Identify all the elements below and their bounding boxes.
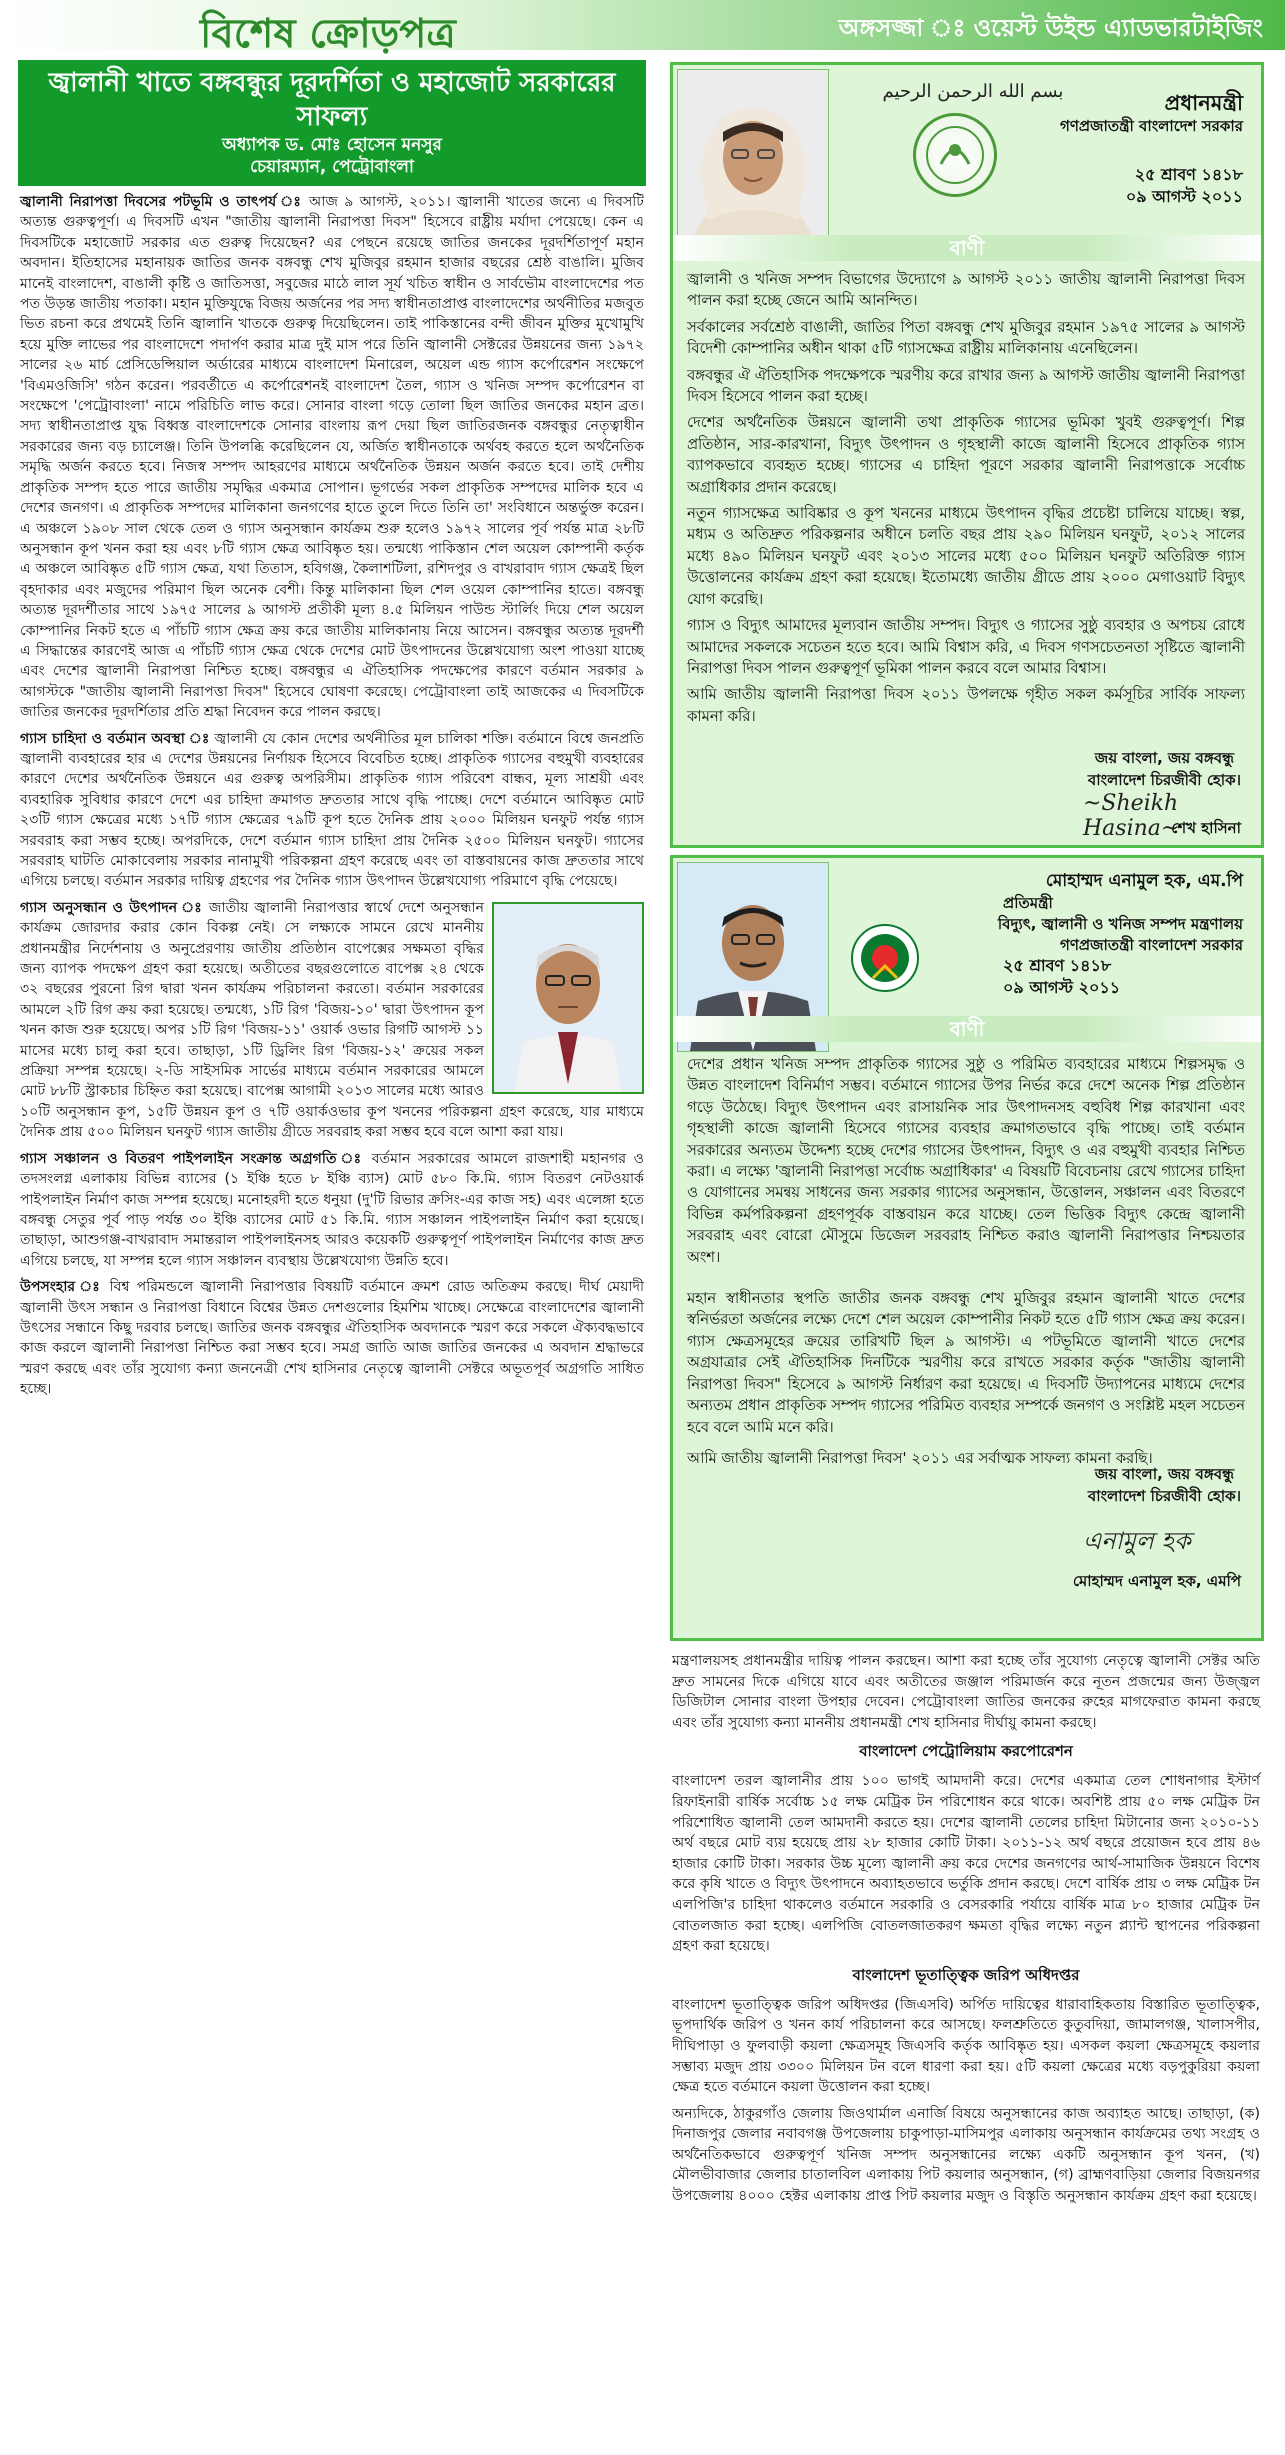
section-heading: বাংলাদেশ পেট্রোলিয়াম করপোরেশন	[859, 1742, 1073, 1761]
minister-signature-image: এনামুল হক	[1083, 1527, 1191, 1555]
message-paragraph: দেশের অর্থনৈতিক উন্নয়নে জ্বালানী তথা প্রাকৃতিক গ্যাসের ভূমিকা খুবই গুরুত্বপূর্ণ। শিল্প প্রতিষ্ঠান, সার-কারখানা, বিদ্যুৎ উৎপাদন ও গৃহস্থালী কাজে জ্বালানী হিসেবে প্রাকৃতিক গ্যাস ব্যাপকভাবে ব্যবহৃত হচ্ছে। গ্যাসের এ চাহিদা পূরণে সরকার জ্বালানী নিরাপত্তাকে সর্বোচ্চ অগ্রাধিকার প্রদান করেছে।	[687, 414, 1245, 496]
pm-date-en: ০৯ আগস্ট ২০১১	[1125, 187, 1243, 206]
message-paragraph: মহান স্বাধীনতার স্থপতি জাতীর জনক বঙ্গবন্ধু শেখ মুজিবুর রহমান জ্বালানী খাতে দেশের স্বনির্ভরতা অর্জনের লক্ষ্যে দেশে শেল অয়েল কোম্পানীর নিকট হতে ৫টি গ্যাস ক্ষেত্র ক্রয় করেন। গ্যাস ক্ষেত্রসমূহের ক্রয়ের তারিখটি ছিল ৯ আগস্ট। এ পটভূমিতে জ্বালানী খাতে দেশের অগ্রযাত্রার সেই ঐতিহাসিক দিনটিকে স্মরণীয় করে রাখতে সরকার কর্তৃক "জাতীয় জ্বালানী নিরাপত্তা দিবস" হিসেবে ৯ আগস্ট নির্ধারণ করা হয়েছে। এ দিবসটি উদ্যাপনের মাধ্যমে দেশের অন্যতম প্রধান প্রাকৃতিক সম্পদ গ্যাসের পরিমিত ব্যবহার সম্পর্কে জনগণ ও সংশ্লিষ্ট মহল সচেতন হবে বলে আমি মনে করি।	[687, 1290, 1245, 1436]
minister-govt: গণপ্রজাতন্ত্রী বাংলাদেশ সরকার	[1060, 936, 1243, 954]
minister-date-en: ০৯ আগস্ট ২০১১	[1003, 978, 1121, 997]
minister-signature-name: মোহাম্মদ এনামুল হক, এমপি	[1072, 1572, 1241, 1590]
message-paragraph: আমি জাতীয় জ্বালানী নিরাপত্তা দিবস ২০১১ উপলক্ষে গৃহীত সকল কর্মসূচির সার্বিক সাফল্য কামনা করি।	[687, 686, 1245, 725]
article-paragraph: উপসংহার ঃ বিশ্ব পরিমন্ডলে জ্বালানী নিরাপত্তার বিষয়টি বর্তমানে ক্রমশ রোড অতিক্রম করছে। দীর্ঘ মেয়াদী জ্বালানী উৎস সন্ধান ও নিরাপত্তা বিধানে বিশ্বের উন্নত দেশগুলোর হিমশিম খাচ্ছে। সেক্ষেত্রে বাংলাদেশের জ্বালানী উৎসের সন্ধানে কিছু দরবার চলছে। জাতির জনক বঙ্গবন্ধুর ঐতিহাসিক অবদানকে স্মরণ করে সকলে ঐক্যবদ্ধভাবে কাজ করলে জ্বালানী নিরাপত্তা নিশ্চিত করা সম্ভব হবে। সমগ্র জাতি আজ জাতির জনকের এ অবদান শ্রদ্ধাভরে স্মরণ করছে এবং তাঁর সুযোগ্য কন্যা জননেত্রী শেখ হাসিনার নেতৃত্বে জ্বালানী সেক্টরে অভূতপূর্ব অগ্রগতি সাধিত হচ্ছে।	[20, 1279, 645, 1398]
article-author: অধ্যাপক ড. মোঃ হোসেন মনসুর	[222, 135, 442, 155]
author-photo	[492, 902, 644, 1094]
article-paragraph: অন্যদিকে, ঠাকুরগাঁও জেলায় জিওথার্মাল এনার্জি বিষয়ে অনুসন্ধানের কাজ অব্যাহত আছে। তাছাড়া, (ক) দিনাজপুর জেলার নবাবগঞ্জ উপজেলায় চাকুপাড়া-মাসিমপুর এলাকায় অনুসন্ধান কার্যক্রমের তথ্য সংগ্রহ ও অর্থনৈতিকভাবে গুরুত্বপূর্ণ খনিজ সম্পদ অনুসন্ধানের লক্ষ্যে একটি অনুসন্ধান কূপ খনন, (খ) মৌলভীবাজার জেলার চাতালবিল এলাকায় পিট কয়লার অনুসন্ধান, (গ) ব্রাহ্মণবাড়িয়া জেলার বিজয়নগর উপজেলায় ৪০০০ হেক্টর এলাকায় প্রাপ্ত পিট কয়লার মজুদ ও বিস্তৃতি অনুসন্ধান কার্যক্রম গ্রহণ করা হয়েছে।	[672, 2105, 1260, 2205]
article-paragraph: গ্যাস অনুসন্ধান ও উৎপাদন ঃ জাতীয় জ্বালানী নিরাপত্তার স্বার্থে দেশে অনুসন্ধান কার্যক্রম জোরদার করার কোন বিকল্প নেই। সে লক্ষ্যকে সামনে রেখে মাননীয় প্রধানমন্ত্রীর নির্দেশনায় ও অনুপ্রেরণায় জাতীয় প্রতিষ্ঠান বাপেক্সের সক্ষমতা বৃদ্ধির জন্য ব্যাপক পদক্ষেপ গ্রহণ করা হয়েছে। অতীতের বছরগুলোতে বাপেক্স ২৪ থেকে ৩২ বছরের পুরনো রিগ দ্বারা খনন কার্যক্রম পরিচালনা করতো। বর্তমান সরকারের আমলে ২টি রিগ ক্রয় করা হয়েছে। তন্মধ্যে, ১টি রিগ 'বিজয়-১০' দ্বারা উৎপাদন কূপ খনন কাজ শুরু হয়েছে। অপর ১টি রিগ 'বিজয়-১১' ওয়ার্ক ওভার রিগটি আগস্ট ১১ মাসের মধ্যে চালু করা হবে। তাছাড়া, ১টি ড্রিলিং রিগ 'বিজয়-১২' ক্রয়ের সকল প্রক্রিয়া সম্পন্ন হয়েছে। ২-ডি সাইসমিক সার্ভের মাধ্যমে বর্তমান সরকারের আমলে মোট ৮৮টি স্ট্রাকচার চিহ্নিত করা হয়েছে। বাপেক্স আগামী ২০১৩ সালের মধ্যে আরও ১০টি অনুসন্ধান কূপ, ১৫টি উন্নয়ন কূপ ও ৭টি ওয়ার্কওভার কূপ খননের পরিকল্পনা গ্রহণ করেছে, যার মাধ্যমে দৈনিক প্রায় ৫০০ মিলিয়ন ঘনফুট গ্যাস জাতীয় গ্রীডে সরবরাহ করা সম্ভব হবে বলে আশা করা যায়।	[20, 899, 644, 1141]
government-seal-icon	[913, 113, 997, 197]
message-paragraph: গ্যাস ও বিদ্যুৎ আমাদের মূল্যবান জাতীয় সম্পদ। বিদ্যুৎ ও গ্যাসের সুষ্ঠু ব্যবহার ও অপচয় রোধে আমাদের সকলকে সচেতন হতে হবে। আমি বিশ্বাস করি, এ দিবস গণসচেতনতা সৃষ্টিতে জ্বালানী নিরাপত্তা দিবস পালন গুরুত্বপূর্ণ ভূমিকা পালন করবে বলে আমার বিশ্বাস।	[687, 617, 1245, 677]
minister-name: মোহাম্মদ এনামুল হক, এম.পি	[1045, 871, 1243, 891]
minister-ministry: বিদ্যুৎ, জ্বালানী ও খনিজ সম্পদ মন্ত্রণালয়	[997, 915, 1243, 933]
article-paragraph: গ্যাস চাহিদা ও বর্তমান অবস্থা ঃ জ্বালানী যে কোন দেশের অর্থনীতির মূল চালিকা শক্তি। বর্তমানে বিশ্বে জনপ্রতি জ্বালানী ব্যবহারের হার এ দেশের উন্নয়নের নির্ণায়ক হিসেবে বিবেচিত হচ্ছে। প্রাকৃতিক গ্যাসের বহুমুখী ব্যবহারের কারণে দেশের অর্থনৈতিক উন্নয়নে এর গুরুত্ব অপরিসীম। প্রাকৃতিক গ্যাস পরিবেশ বান্ধব, মূল্য সাশ্রয়ী এবং ব্যবহারিক সুবিধার কারণে দেশে এর চাহিদা ক্রমাগত দ্রুততার সাথে বৃদ্ধি পাচ্ছে। দেশে বর্তমানে আবিষ্কৃত মোট ২৩টি গ্যাস ক্ষেত্রের মধ্যে ১৭টি গ্যাস ক্ষেত্রের ৭৯টি কূপ হতে দৈনিক প্রায় ২০০০ মিলিয়ন ঘনফুট পর্যন্ত গ্যাস সরবরাহ করা সম্ভব হচ্ছে। অপরদিকে, দেশে বর্তমান গ্যাস চাহিদা প্রায় দৈনিক ২৫০০ মিলিয়ন ঘনফুট। গ্যাসের সরবরাহ ঘাটতি মোকাবেলায় সরকার নানামুখী পরিকল্পনা গ্রহণ করেছে এবং তা বাস্তবায়নের কাজ দ্রুততার সাথে এগিয়ে চলছে। বর্তমান সরকার দায়িত্ব গ্রহণের পর দৈনিক গ্যাস উৎপাদন উল্লেখযোগ্য পরিমাণে বৃদ্ধি পেয়েছে।	[20, 730, 644, 890]
pm-closing: জয় বাংলা, জয় বঙ্গবন্ধু বাংলাদেশ চিরজীবী হোক।	[1087, 749, 1241, 789]
message-label: বাণী	[673, 1016, 1261, 1042]
pm-photo	[677, 69, 829, 259]
message-paragraph: জ্বালানী ও খনিজ সম্পদ বিভাগের উদ্যোগে ৯ আগস্ট ২০১১ জাতীয় জ্বালানী নিরাপত্তা দিবস পালন করা হচ্ছে জেনে আমি আনন্দিত।	[687, 271, 1245, 310]
message-paragraph: বঙ্গবন্ধুর ঐ ঐতিহাসিক পদক্ষেপকে স্মরণীয় করে রাখার জন্য ৯ আগস্ট জাতীয় জ্বালানী নিরাপত্তা দিবস হিসেবে পালন করা হচ্ছে।	[687, 366, 1245, 406]
minister-date-bn: ২৫ শ্রাবণ ১৪১৮	[1003, 956, 1112, 975]
section-title: বিশেষ ক্রোড়পত্র	[200, 10, 456, 57]
minister-office: প্রতিমন্ত্রী	[1003, 894, 1053, 912]
message-paragraph: দেশের প্রধান খনিজ সম্পদ প্রাকৃতিক গ্যাসের সুষ্ঠু ও পরিমিত ব্যবহারের মাধ্যমে শিল্পসমৃদ্ধ ও উন্নত বাংলাদেশ বিনির্মাণ সম্ভব। বর্তমানে গ্যাসের উপর নির্ভর করে দেশে অনেক শিল্প প্রতিষ্ঠান গড়ে উঠেছে। বিদ্যুৎ উৎপাদন এবং রাসায়নিক সার উৎপাদনসহ বহুবিধ শিল্প কারখানা এবং গৃহস্থালী কাজে জ্বালানী হিসেবে গ্যাসের ব্যবহার ক্রমাগতভাবে বৃদ্ধি পাচ্ছে। তাই বর্তমান সরকারের অন্যতম উদ্দেশ্য হচ্ছে দেশের গ্যাসের উৎপাদন, বিদ্যুৎ ও এর বহুমুখী ব্যবহার নিশ্চিত করা। এ লক্ষ্যে 'জ্বালানী নিরাপত্তা সর্বোচ্চ অগ্রাধিকার' এ বিষয়টি বিবেচনায় রেখে গ্যাসের চাহিদা ও যোগানের সমন্বয় সাধনের জন্য সরকার গ্যাসের অনুসন্ধান, উত্তোলন, সঞ্চালন এবং বিতরণে বিভিন্ন কর্মপরিকল্পনা গ্রহণপূর্বক বাস্তবায়ন করে যাচ্ছে। তেল ভিত্তিক বিদ্যুৎ কেন্দ্রে জ্বালানী সরবরাহ এবং বোরো মৌসুমে ডিজেল সরবরাহ নিশ্চিত করাও জ্বালানী নিরাপত্তার নিশ্চয়তার অংশ।	[687, 1056, 1245, 1266]
right-bottom-article	[670, 1645, 1262, 2450]
sponsor-credit: অঙ্গসজ্জা ঃ ওয়েস্ট উইন্ড এ্যাডভারটাইজিং	[838, 14, 1263, 42]
bismillah-calligraphy: بسم الله الرحمن الرحيم	[882, 81, 1064, 102]
article-paragraph: বাংলাদেশ ভূতাত্ত্বিক জরিপ অধিদপ্তর (জিএসবি) অর্পিত দায়িত্বের ধারাবাহিকতায় বিস্তারিত ভূতাত্ত্বিক, ভূপদার্থিক জরিপ ও খনন কার্য পরিচালনা করে আসছে। ফলশ্রুতিতে কুতুবদিয়া, জামালগঞ্জ, খালাসপীর, দীঘিপাড়া ও ফুলবাড়ী কয়লা ক্ষেত্রসমূহ জিএসবি কর্তৃক আবিষ্কৃত হয়। এসকল কয়লা ক্ষেত্রসমূহে কয়লার সম্ভাব্য মজুদ প্রায় ৩৩০০ মিলিয়ন টন বলে ধারণা করা হয়। ৫টি কয়লা ক্ষেত্রের মধ্যে বড়পুকুরিয়া কয়লা ক্ষেত্র হতে বর্তমানে কয়লা উত্তোলন করা হচ্ছে।	[672, 1996, 1260, 2096]
ministry-logo-icon	[851, 924, 919, 992]
minister-closing: জয় বাংলা, জয় বঙ্গবন্ধু বাংলাদেশ চিরজীবী হোক।	[1087, 1465, 1241, 1505]
article-header	[18, 60, 646, 186]
pm-message-body	[687, 269, 1245, 732]
article-paragraph: বাংলাদেশ তরল জ্বালানীর প্রায় ১০০ ভাগই আমদানী করে। দেশের একমাত্র তেল শোধনাগার ইস্টার্ণ রিফাইনারী বার্ষিক সর্বোচ্চ ১৫ লক্ষ মেট্রিক টন পরিশোধন করে থাকে। অবশিষ্ট প্রায় ৫০ লক্ষ মেট্রিক টন পরিশোধিত জ্বালানী তেল আমদানী করতে হয়। দেশের জ্বালানী তেলের চাহিদা মিটানোর জন্য ২০১০-১১ অর্থ বছরে মোট ব্যয় হয়েছে প্রায় ২৮ হাজার কোটি টাকা। ২০১১-১২ অর্থ বছরে প্রয়োজন হবে প্রায় ৪৬ হাজার কোটি টাকা। সরকার উচ্চ মূল্যে জ্বালানী ক্রয় করে দেশের জনগণের আর্থ-সামাজিক উন্নয়নে বিশেষ করে কৃষি খাতে ও বিদ্যুৎ উৎপাদনে অব্যাহতভাবে ভর্তুকি প্রদান করছে। দেশে বার্ষিক প্রায় ৩ লক্ষ মেট্রিক টন এলপিজি'র চাহিদা থাকলেও বর্তমানে সরকারি ও বেসরকারি পর্যায়ে বার্ষিক মাত্র ৮০ হাজার মেট্রিক টন বোতলজাত করা হচ্ছে। এলপিজি বোতলজাতকরণ ক্ষমতা বৃদ্ধির লক্ষ্যে নতুন প্ল্যান্ট স্থাপনের পরিকল্পনা গ্রহণ করা হয়েছে।	[672, 1773, 1260, 1955]
pm-date-bn: ২৫ শ্রাবণ ১৪১৮	[1134, 165, 1243, 184]
message-paragraph: সর্বকালের সর্বশ্রেষ্ঠ বাঙালী, জাতির পিতা বঙ্গবন্ধু শেখ মুজিবুর রহমান ১৯৭৫ সালের ৯ আগস্ট বিদেশী কোম্পানির অধীন থাকা ৫টি গ্যাসক্ষেত্র রাষ্ট্রীয় মালিকানায় এনেছিলেন।	[687, 318, 1245, 358]
article-headline: জ্বালানী খাতে বঙ্গবন্ধুর দূরদর্শিতা ও মহাজোট সরকারের সাফল্য	[48, 68, 616, 132]
message-paragraph: আমি জাতীয় জ্বালানী নিরাপত্তা দিবস' ২০১১ এর সর্বাত্মক সাফল্য কামনা করছি।	[687, 1449, 1153, 1467]
article-paragraph: গ্যাস সঞ্চালন ও বিতরণ পাইপলাইন সংক্রান্ত অগ্রগতি ঃ বর্তমান সরকারের আমলে রাজশাহী মহানগর ও তদসংলগ্ন এলাকায় বিভিন্ন ব্যাসের (১ ইঞ্চি হতে ৮ ইঞ্চি ব্যাস) মোট ৫৮০ কি.মি. গ্যাস বিতরণ নেটওয়ার্ক পাইপলাইন নির্মাণ কাজ সম্পন্ন হয়েছে। মনোহরদী হতে ধনুয়া (দু'টি রিভার ক্রসিং-এর কাজ সহ) এবং এলেঙ্গা হতে বঙ্গবন্ধু সেতুর পূর্ব পাড় পর্যন্ত ৩০ ইঞ্চি ব্যাসের মোট ৫১ কি.মি. গ্যাস সঞ্চালন পাইপলাইন নির্মাণ করা হয়েছে। তাছাড়া, আশুগঞ্জ-বাখরাবাদ সমান্তরাল পাইপলাইনসহ আরও কয়েকটি গুরুত্বপূর্ণ পাইপলাইন নির্মাণের কাজ দ্রুত এগিয়ে চলছে, যা সম্পন্ন হলে গ্যাস সঞ্চালন ব্যবস্থায় উল্লেখযোগ্য উন্নতি হবে।	[20, 1150, 644, 1269]
message-label: বাণী	[673, 235, 1261, 261]
pm-message-box	[670, 62, 1264, 848]
top-banner	[0, 0, 1285, 57]
article-author-title: চেয়ারম্যান, পেট্রোবাংলা	[250, 157, 414, 177]
pm-signature-name: শেখ হাসিনা	[1171, 819, 1241, 837]
minister-message-box	[670, 855, 1264, 1641]
pm-office: প্রধানমন্ত্রী	[1164, 91, 1243, 115]
section-heading: বাংলাদেশ ভূতাত্ত্বিক জরিপ অধিদপ্তর	[852, 1965, 1080, 1984]
left-article	[18, 60, 646, 2450]
message-paragraph: নতুন গ্যাসক্ষেত্র আবিষ্কার ও কূপ খননের মাধ্যমে উৎপাদন বৃদ্ধির প্রচেষ্টা চালিয়ে যাচ্ছে। স্বল্প, মধ্যম ও অতিদ্রুত পরিকল্পনার অধীনে চলতি বছর প্রায় ২৯০ মিলিয়ন ঘনফুট, ২০১২ সালের মধ্যে ৪৯০ মিলিয়ন ঘনফুট এবং ২০১৩ সালের মধ্যে ৫০০ মিলিয়ন ঘনফুট অতিরিক্ত গ্যাস উত্তোলনের কার্যক্রম গ্রহণ করা হয়েছে। ইতোমধ্যে জাতীয় গ্রীডে প্রায় ২০০০ মেগাওয়াট বিদ্যুৎ যোগ করেছি।	[687, 505, 1245, 608]
minister-message-body	[687, 1054, 1245, 1474]
pm-signature-image: ~Sheikh Hasina~	[1083, 791, 1180, 841]
article-paragraph: মন্ত্রণালয়সহ প্রধানমন্ত্রীর দায়িত্ব পালন করছেন। আশা করা হচ্ছে তাঁর সুযোগ্য নেতৃত্বে জ্বালানী সেক্টর অতি দ্রুত সামনের দিকে এগিয়ে যাবে এবং অতীতের জঞ্জাল পরিমার্জন করে নূতন প্রজন্মের জন্য উজ্জ্বল ডিজিটাল সোনার বাংলা উপহার দেবেন। পেট্রোবাংলা জাতির জনকের রুহের মাগফেরাত কামনা করছে এবং তাঁর সুযোগ্য কন্যা মাননীয় প্রধানমন্ত্রী শেখ হাসিনার দীর্ঘায়ু কামনা করছে।	[672, 1653, 1260, 1731]
pm-govt: গণপ্রজাতন্ত্রী বাংলাদেশ সরকার	[1060, 117, 1243, 135]
article-paragraph: জ্বালানী নিরাপত্তা দিবসের পটভূমি ও তাৎপর্য ঃ আজ ৯ আগস্ট, ২০১১। জ্বালানী খাতের জন্যে এ দিবসটি অত্যন্ত গুরুত্বপূর্ণ। এ দিবসটি এখন "জাতীয় জ্বালানী নিরাপত্তা দিবস" হিসেবে রাষ্ট্রীয় মর্যাদা পেয়েছে। কেন এ দিবসটিকে মহাজোট সরকার এত গুরুত্ব দিয়েছেন? এর পেছনে রয়েছে জাতির জনকের দূরদর্শিতাপূর্ণ মহান অবদান। ইতিহাসের মহানায়ক জাতির জনক বঙ্গবন্ধু শেখ মুজিবুর রহমান হাজার বছরের শ্রেষ্ঠ বাঙালি। মুজিব মানেই বাংলাদেশ, বাঙালী কৃষ্টি ও জাতিসত্তা, সবুজের মাঠে লাল সূর্য খচিত স্বাধীন ও সার্বভৌম বাংলাদেশের পত পত উড়ন্ত জাতীয় পতাকা। মহান মুক্তিযুদ্ধে বিজয় অর্জনের পর সদ্য স্বাধীনতাপ্রাপ্ত বাংলাদেশের অর্থনীতির মজবুত ভিত রচনা করে প্রথমেই তিনি জ্বালানি খাতকে গুরুত্ব দিয়েছিলেন। তাই পাকিস্তানের বন্দী জীবন মুক্তির মুখোমুখি হয়ে মুক্তি লাভের পর বাংলাদেশে পদার্পণ করার মাত্র দুই মাস পরে তিনি জ্বালানী সেক্টরের উন্নয়নের জন্য ১৯৭২ সালের ২৬ মার্চ প্রেসিডেন্সিয়াল অর্ডারের মাধ্যমে বাংলাদেশ মিনারেল, অয়েল এন্ড গ্যাস কর্পোরেশন সংক্ষেপে 'বিএমওজিসি' গঠন করেন। পরবর্তীতে এ কর্পোরেশনই বাংলাদেশ তৈল, গ্যাস ও খনিজ সম্পদ কর্পোরেশন বা সংক্ষেপে 'পেট্রোবাংলা' নামে পরিচিতি লাভ করে। সোনার বাংলা গড়ে তোলা ছিল জাতির জনকের মহান ব্রত। সদ্য স্বাধীনতাপ্রাপ্ত যুদ্ধ বিধ্বস্ত বাংলাদেশকে সোনার বাংলায় রূপ দেয়া ছিল জাতিরজনক বঙ্গবন্ধুর নেতৃত্বাধীন সরকারের জন্য বড় চ্যালেঞ্জ। তিনি উপলব্ধি করেছিলেন যে, অর্জিত স্বাধীনতাকে অর্থবহ করতে হলে অর্থনৈতিক সমৃদ্ধি অর্জন করতে হবে। নিজস্ব সম্পদ আহরণের মাধ্যমে অর্থনৈতিক উন্নয়ন অর্জন করতে হবে। তাই দেশীয় প্রাকৃতিক সম্পদ হতে পারে জাতীয় সমৃদ্ধির একমাত্র সোপান। ভূগর্ভের সকল প্রাকৃতিক সম্পদের মালিক হবে এ দেশের জনগণ। এ প্রাকৃতিক সম্পদের মালিকানা জনগণের হাতে তুলে দিতে তিনি তা' সংবিধানে অন্তর্ভুক্ত করেন। এ অঞ্চলে ১৯০৮ সাল থেকে তেল ও গ্যাস অনুসন্ধান কার্যক্রম শুরু হলেও ১৯৭২ সালের পূর্ব পর্যন্ত মাত্র ২৮টি অনুসন্ধান কূপ খনন করা হয় এবং ৮টি গ্যাস ক্ষেত্র আবিষ্কৃত হয়। তন্মধ্যে পাকিস্তান শেল অয়েল কোম্পানী কর্তৃক এ অঞ্চলে আবিষ্কৃত ৫টি গ্যাস ক্ষেত্র, যথা তিতাস, হবিগঞ্জ, কৈলাশটিলা, রশিদপুর ও বাখরাবাদ গ্যাস ক্ষেত্রই ছিল বৃহদাকার এবং মজুদের পরিমাণ ছিল অনেক বেশী। কিন্তু মালিকানা ছিল শেল ওয়েল কোম্পানির হাতে। বঙ্গবন্ধু অত্যন্ত দূরদর্শীতার সাথে ১৯৭৫ সালের ৯ আগস্ট প্রতীকী মূল্য ৪.৫ মিলিয়ন পাউন্ড স্টার্লিং দিয়ে শেল অয়েল কোম্পানির নিকট হতে এ পাঁচটি গ্যাস ক্ষেত্র ক্রয় করে জাতীয় মালিকানায় নিয়ে আসেন। বঙ্গবন্ধুর অত্যন্ত দূরদর্শী এ সিদ্ধান্তের কারণেই আজ এ পাঁচটি গ্যাস ক্ষেত্র থেকে দেশের মোট উৎপাদনের উল্লেখযোগ্য অংশ পাওয়া যাচ্ছে এবং দেশের জ্বালানী নিরাপত্তা নিশ্চিত হচ্ছে। বঙ্গবন্ধুর এ ঐতিহাসিক পদক্ষেপের কারণে বর্তমান সরকার ৯ আগস্টকে "জাতীয় জ্বালানী নিরাপত্তা দিবস" হিসেবে ঘোষণা করেছে। পেট্রোবাংলা তাই আজকের এ দিবসটিকে জাতির জনকের দূরদর্শিতার প্রতি শ্রদ্ধা নিবেদন করে পালন করছে।	[20, 194, 644, 721]
